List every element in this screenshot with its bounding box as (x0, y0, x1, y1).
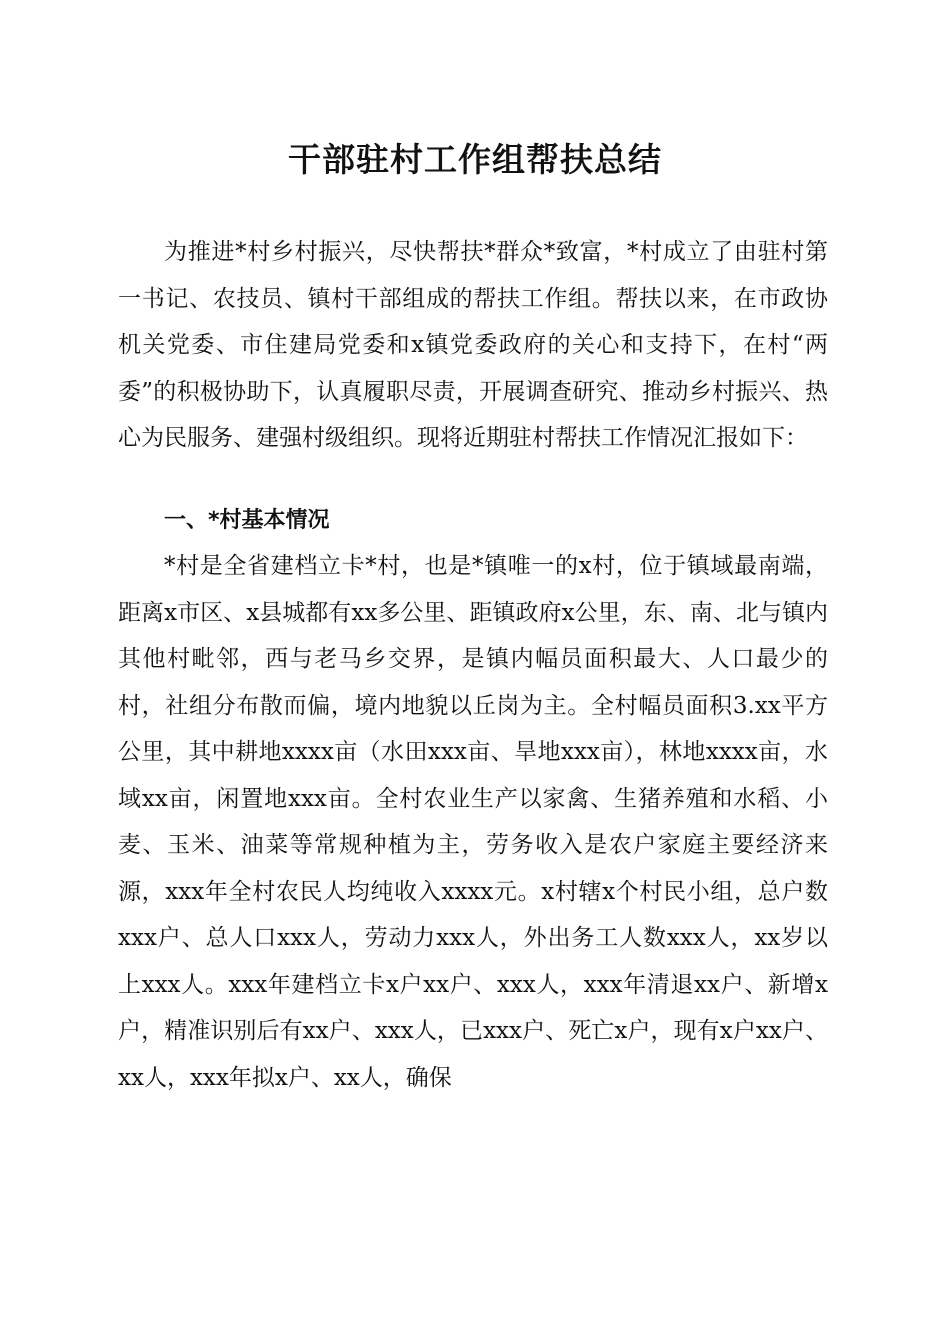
intro-paragraph: 为推进*村乡村振兴，尽快帮扶*群众*致富，*村成立了由驻村第一书记、农技员、镇村干部组成的帮扶工作组。帮扶以来，在市政协机关党委、市住建局党委和x镇党委政府的关心和支持下，在村“两委”的积极协助下，认真履职尽责，开展调查研究、推动乡村振兴、热心为民服务、建强村级组织。现将近期驻村帮扶工作情况汇报如下： (118, 239, 828, 451)
section-heading-basic-info: 一、*村基本情况 (164, 508, 330, 533)
section-paragraph-basic-info: *村是全省建档立卡*村，也是*镇唯一的x村，位于镇域最南端，距离x市区、x县城都有xx多公里、距镇政府x公里，东、南、北与镇内其他村毗邻，西与老马乡交界，是镇内幅员面积最大、人口最少的村，社组分布散而偏，境内地貌以丘岗为主。全村幅员面积3.xx平方公里，其中耕地xxxx亩（水田xxx亩、旱地xxx亩），林地xxxx亩，水域xx亩，闲置地xxx亩。全村农业生产以家禽、生猪养殖和水稻、小麦、玉米、油菜等常规种植为主，劳务收入是农户家庭主要经济来源，xxx年全村农民人均纯收入xxxx元。x村辖x个村民小组，总户数xxx户、总人口xxx人，劳动力xxx人，外出务工人数xxx人，xx岁以上xxx人。xxx年建档立卡x户xx户、xxx人，xxx年清退xx户、新增x户，精准识别后有xx户、xxx人，已xxx户、死亡x户，现有x户xx户、xx人，xxx年拟x户、xx人，确保 (118, 553, 828, 1091)
document-title: 干部驻村工作组帮扶总结 (288, 140, 662, 179)
